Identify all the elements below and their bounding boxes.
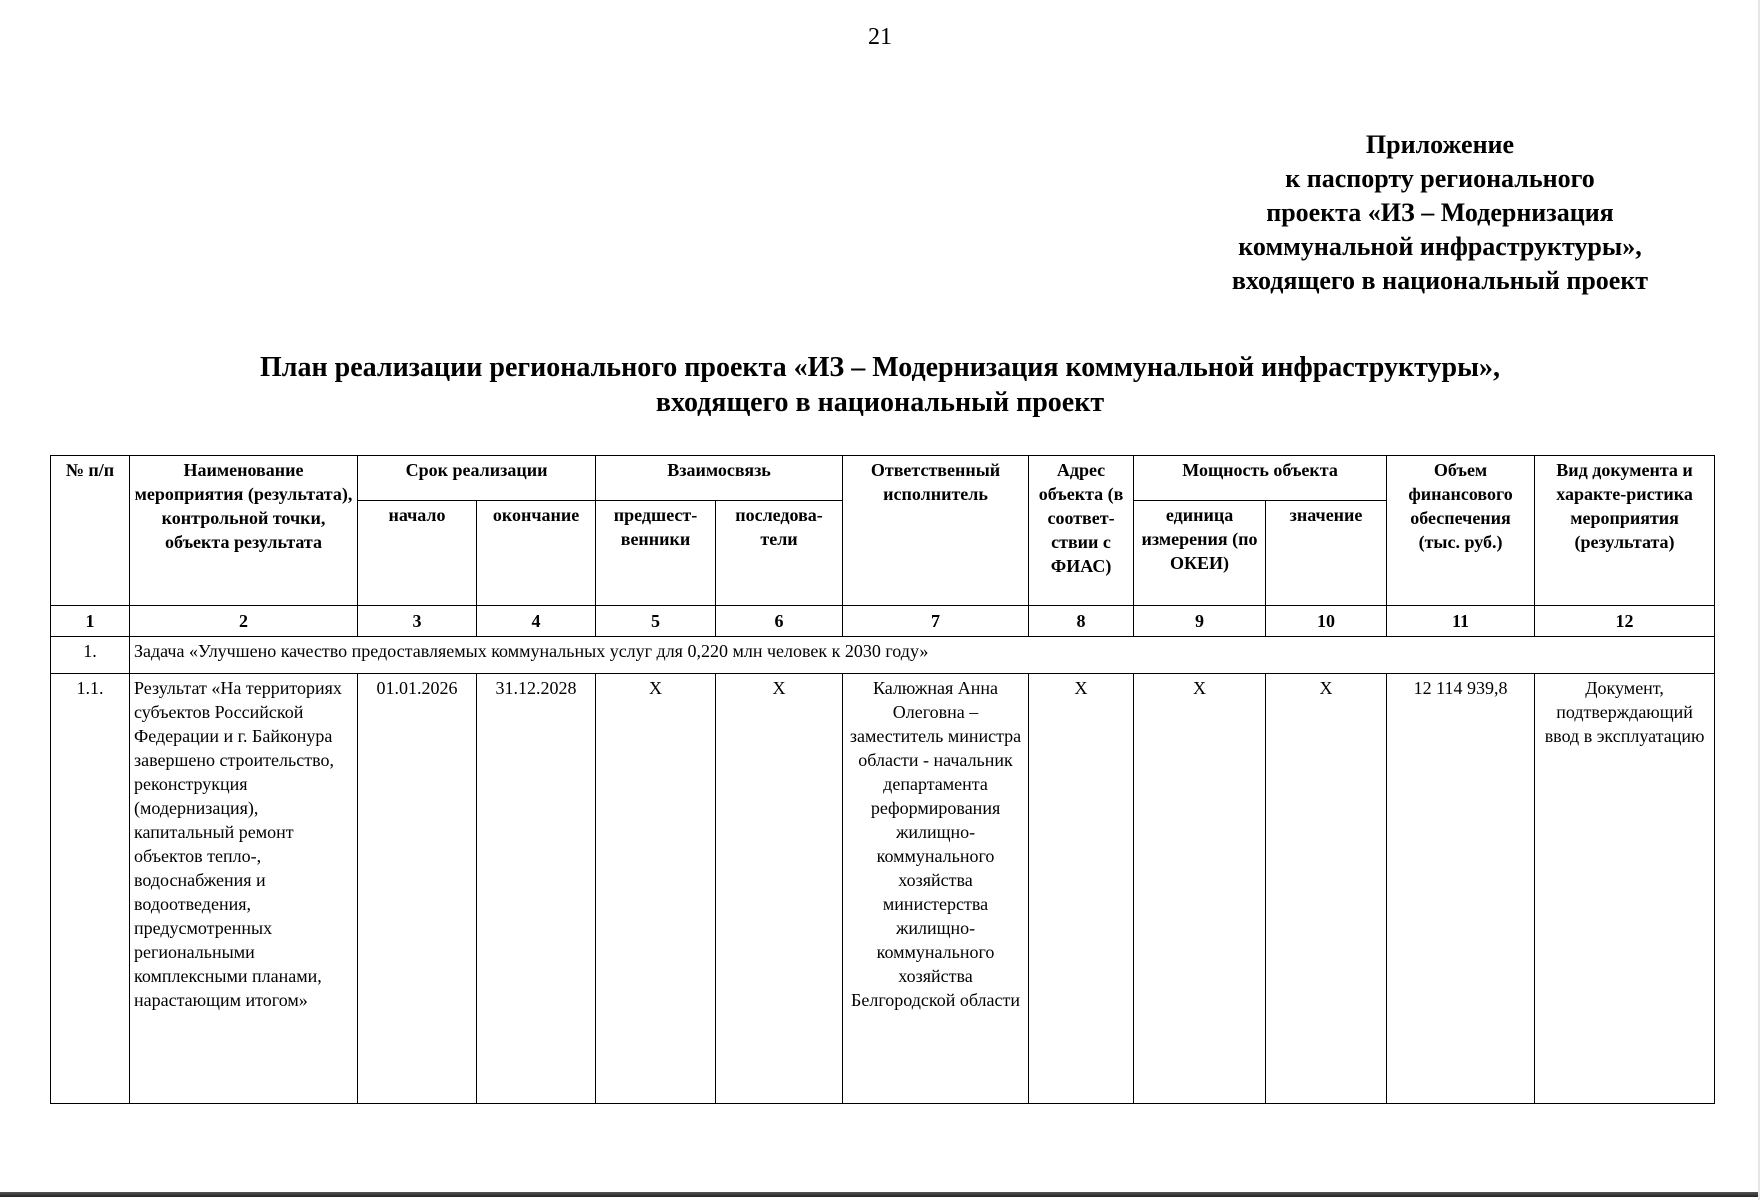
appendix-line: к паспорту регионального <box>1285 164 1595 193</box>
result-value: X <box>1266 674 1387 1104</box>
column-number: 9 <box>1134 606 1266 637</box>
header-predecessors: предшест-венники <box>596 501 716 606</box>
implementation-plan-table <box>50 455 1715 1104</box>
plan-title-line-1: План реализации регионального проекта «ИЗ – Модернизация коммунальной инфраструктуры», <box>260 352 1500 383</box>
column-number: 11 <box>1387 606 1535 637</box>
appendix-line: проекта «ИЗ – Модернизация <box>1266 198 1614 227</box>
plan-title <box>0 350 1760 420</box>
column-number: 5 <box>596 606 716 637</box>
appendix-line: входящего в национальный проект <box>1231 266 1649 295</box>
appendix-heading <box>1180 128 1700 298</box>
header-value: значение <box>1266 501 1387 606</box>
result-name: Результат «На территориях субъектов Российской Федерации и г. Байконура завершено строительство, реконструкция (модернизация), капитальный ремонт объектов тепло-, водоснабжения и водоотведения, предусмотренных региональными комплексными планами, нарастающим итогом» <box>130 674 358 1104</box>
column-number: 10 <box>1266 606 1387 637</box>
result-doc-type: Документ, подтверждающий ввод в эксплуатацию <box>1535 674 1715 1104</box>
header-capacity: Мощность объекта <box>1134 456 1387 501</box>
header-responsible: Ответственный исполнитель <box>843 456 1029 606</box>
header-doc-type: Вид документа и характе-ристика мероприятия (результата) <box>1535 456 1715 606</box>
result-responsible: Калюжная Анна Олеговна – заместитель министра области - начальник департамента реформирования жилищно-коммунального хозяйства министерства жилищно-коммунального хозяйства Белгородской области <box>843 674 1029 1104</box>
header-unit: единица измерения (по ОКЕИ) <box>1134 501 1266 606</box>
header-relation: Взаимосвязь <box>596 456 843 501</box>
appendix-line: коммунальной инфраструктуры», <box>1238 232 1642 261</box>
header-end: окончание <box>477 501 596 606</box>
task-num: 1. <box>51 637 130 674</box>
column-number: 2 <box>130 606 358 637</box>
column-number: 3 <box>358 606 477 637</box>
column-number: 1 <box>51 606 130 637</box>
header-address: Адрес объекта (в соответ-ствии с ФИАС) <box>1029 456 1134 606</box>
result-end: 31.12.2028 <box>477 674 596 1104</box>
header-start: начало <box>358 501 477 606</box>
column-number: 6 <box>716 606 843 637</box>
column-number-row <box>51 606 1715 637</box>
result-address: X <box>1029 674 1134 1104</box>
result-successors: X <box>716 674 843 1104</box>
result-financing: 12 114 939,8 <box>1387 674 1535 1104</box>
result-row <box>51 674 1715 1104</box>
column-number: 4 <box>477 606 596 637</box>
header-successors: последова-тели <box>716 501 843 606</box>
result-num: 1.1. <box>51 674 130 1104</box>
page-number: 21 <box>868 24 892 50</box>
column-number: 7 <box>843 606 1029 637</box>
header-num: № п/п <box>51 456 130 606</box>
task-text: Задача «Улучшено качество предоставляемых коммунальных услуг для 0,220 млн человек к 2030 году» <box>130 637 1715 674</box>
header-financing: Объем финансового обеспечения (тыс. руб.) <box>1387 456 1535 606</box>
result-start: 01.01.2026 <box>358 674 477 1104</box>
result-unit: X <box>1134 674 1266 1104</box>
plan-title-line-2: входящего в национальный проект <box>655 387 1105 418</box>
appendix-line: Приложение <box>1365 130 1515 159</box>
header-period: Срок реализации <box>358 456 596 501</box>
column-number: 8 <box>1029 606 1134 637</box>
result-predecessors: X <box>596 674 716 1104</box>
task-row <box>51 637 1715 674</box>
scan-edge-bottom <box>0 1192 1760 1197</box>
column-number: 12 <box>1535 606 1715 637</box>
header-name: Наименование мероприятия (результата), контрольной точки, объекта результата <box>130 456 358 606</box>
